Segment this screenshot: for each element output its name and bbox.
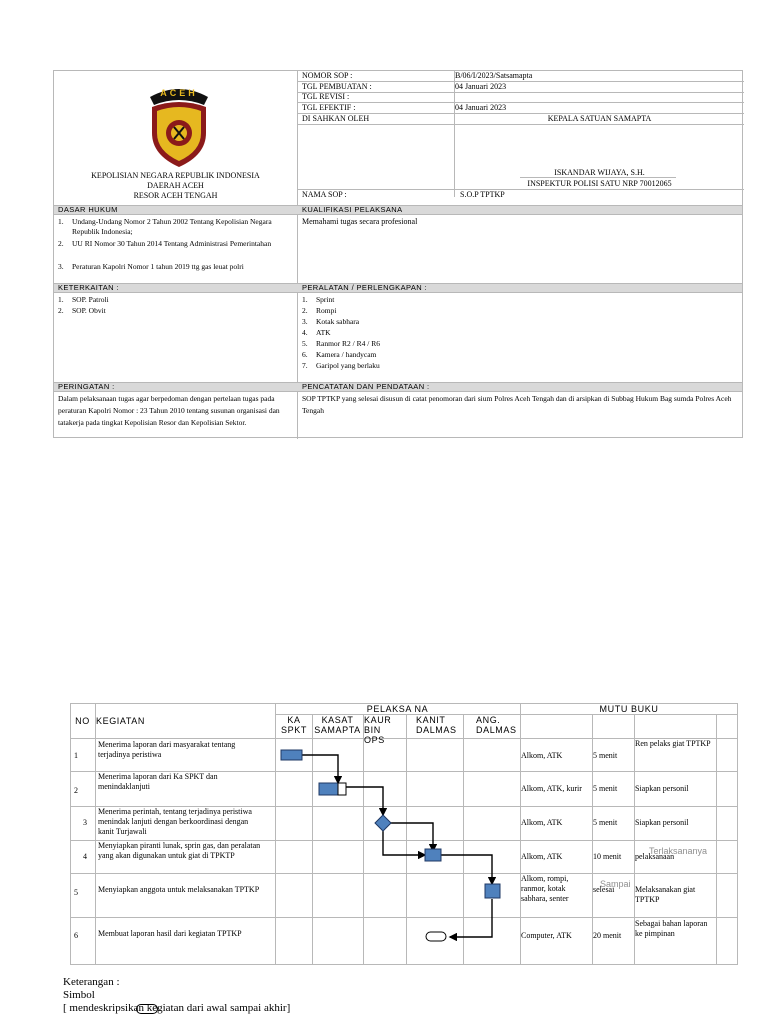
flow-start-box [281,750,302,760]
org-name-line-1: KEPOLISIAN NEGARA REPUBLIK INDONESIA [91,171,260,180]
row-kelengkapan: Alkom, ATK [521,751,563,760]
legend-terminator-symbol [136,1004,158,1014]
row-waktu: 5 menit [593,751,618,760]
overlay-note: Sampai [600,879,631,889]
row-output: Siapkan personil [635,784,689,793]
row-kegiatan: Menerima perintah, tentang terjadinya peristiwa menindak lanjuti dengan berkoordinasi dengan kanit Turjawali [98,807,252,836]
row-kegiatan: Membuat laporan hasil dari kegiatan TPTKP [98,929,242,938]
row-number: 4 [83,852,87,861]
row-number: 3 [83,818,87,827]
row-waktu: 5 menit [593,818,618,827]
row-number: 6 [74,931,78,940]
kualifikasi-text: Memahami tugas secara profesional [302,217,418,226]
row-kelengkapan: Alkom, ATK [521,852,563,861]
org-name-line-3: RESOR ACEH TENGAH [133,191,218,200]
actor-kaur-bin-ops: KAUR BIN OPS [364,715,392,745]
flow-decision-diamond [375,815,391,831]
col-no-header: NO [75,716,90,726]
logo-lettering: ACEH [160,88,198,98]
signer-name: ISKANDAR WIJAYA, S.H. [554,168,645,177]
org-name-line-2: DAERAH ACEH [147,181,204,190]
flow-doc-box [338,783,346,795]
actor-ang-dalmas: ANG. DALMAS [476,715,517,735]
field-disahkan-label: DI SAHKAN OLEH [302,114,370,123]
row-output: Melaksanakan giat TPTKP [635,885,696,904]
col-kegiatan-header: KEGIATAN [96,716,145,726]
row-waktu: 5 menit [593,784,618,793]
field-disahkan-value: KEPALA SATUAN SAMAPTA [547,114,652,123]
sop-name-label: NAMA SOP : [302,190,347,199]
row-output: pelaksanaan [635,852,675,861]
row-number: 1 [74,751,78,760]
police-shield-logo [144,81,214,171]
row-number: 5 [74,888,78,897]
legend-notes [63,976,290,1015]
field-efektif-label: TGL EFEKTIF : [302,103,356,112]
flowchart-table [70,703,738,965]
signer-rank: INSPEKTUR POLISI SATU NRP 70012065 [527,179,672,188]
field-pembuatan-label: TGL PEMBUATAN : [302,82,372,91]
row-kelengkapan: Alkom, ATK, kurir [521,784,582,793]
sop-name-value: S.O.P TPTKP [460,190,505,199]
kualifikasi-title: KUALIFIKASI PELAKSANA [302,205,403,214]
peringatan-text: Dalam pelaksanaan tugas agar berpedoman dengan pertelaan tugas pada peraturan Kapolri Nomor : 23 Tahun 2010 tentang susunan organisasi dan tatakerja pada tingkat Kepolisian Resor dan Kepolisian Sektor. [58,394,280,427]
row-kelengkapan: Computer, ATK [521,931,572,940]
row-kegiatan: Menyiapkan anggota untuk melaksanakan TPTKP [98,885,260,894]
flow-process-box [425,849,441,861]
row-waktu: 20 menit [593,931,622,940]
actor-kasat-samapta: KASAT SAMAPTA [314,715,361,735]
sop-header-table: ACEH KEPOLISIAN NEGARA REPUBLIK INDONESIA DAERAH ACEH RESOR ACEH TENGAH NOMOR SOP : B/06/I/2023/Satsamapta TGL PEMBUATAN : 04 Januari 2023 TGL REVISI : TGL EFEKTIF : 04 Januari 2023 DI SAHKAN OLEH KEPALA SATUAN SAMAPTA ISKANDAR WIJAYA, S.H. INSPEKTUR POLISI SATU NRP 70012065 NAMA SOP : S.O.P TPTKP DASAR HUKUM KUALIFIKASI PELAKSANA 1. Undang-Undang Nomor 2 Tahun 2002 Tentang Kepolisian Negara Republik Indonesia; 2. UU RI Nomor 30 Tahun 2014 Tentang Administrasi Pemerintahan 3. Peraturan Kapolri Nomor 1 tahun 2019 ttg gas leuat polri Memahami tugas secara profesional KETERKAITAN : PERALATAN / PERLENGKAPAN : 1. SOP. Patroli 2. SOP. Obvit 1. Sprint 2. Rompi 3. Kotak sabhara 4. ATK 5. Ranmor R2 / R4 / R6 6. Kamera / handycam 7. Garipol yang berlaku PERINGATAN : PENCATATAN DAN PENDATAAN : Dalam pelaksanaan tugas agar berpedoman dengan pertelaan tugas pada peraturan Kapolri Nomor : 23 Tahun 2010 tentang susunan organisasi dan tatakerja pada tingkat Kepolisian Resor dan Kepolisian Sektor. SOP TPTKP yang selesai disusun di catat penomoran dari sium Polres Aceh Tengah dan di arsipkan di Subbag Hukum Bag sumda Polres Aceh Tengah [53,70,743,438]
row-number: 2 [74,786,78,795]
row-waktu: 10 menit [593,852,622,861]
flow-end-terminator [426,932,446,941]
keterkaitan-title: KETERKAITAN : [58,283,119,292]
field-nomor-value: B/06/I/2023/Satsamapta [455,71,533,80]
pelaksana-header: PELAKSA NA [366,704,429,714]
legend-title: Keterangan : [63,976,120,988]
field-efektif-value: 04 Januari 2023 [455,103,507,112]
actor-kanit-dalmas: KANIT DALMAS [416,715,457,735]
peringatan-title: PERINGATAN : [58,382,115,391]
row-kelengkapan: Alkom, rompi, ranmor, kotak sabhara, senter [521,874,569,903]
overlay-note: Terlaksananya [649,846,708,856]
flow-process-box [485,884,500,898]
row-kelengkapan: Alkom, ATK [521,818,563,827]
row-output: Sebagai bahan laporan ke pimpinan [635,919,708,938]
field-pembuatan-value: 04 Januari 2023 [455,82,507,91]
row-kegiatan: Menerima laporan dari Ka SPKT dan menindaklanjuti [98,772,218,791]
row-kegiatan: Menyiapkan piranti lunak, sprin gas, dan peralatan yang akan digunakan untuk giat di TPKTP [98,841,261,860]
mutu-buku-header: MUTU BUKU [599,704,659,714]
legend-symbol-label: Simbol [63,989,95,1001]
row-output: Siapkan personil [635,818,689,827]
field-revisi-label: TGL REVISI : [302,92,350,101]
actor-ka-spkt: KA SPKT [281,715,307,735]
pencatatan-title: PENCATATAN DAN PENDATAAN : [302,382,430,391]
row-output: Ren pelaks giat TPTKP [635,739,711,748]
dasar-hukum-title: DASAR HUKUM [58,205,118,214]
row-waktu: selesai [593,885,615,894]
peralatan-title: PERALATAN / PERLENGKAPAN : [302,283,428,292]
row-kegiatan: Menerima laporan dari masyarakat tentang terjadinya peristiwa [98,740,236,759]
flow-process-box [319,783,338,795]
flow-diagram [70,703,738,965]
pencatatan-text: SOP TPTKP yang selesai disusun di catat penomoran dari sium Polres Aceh Tengah dan di arsipkan di Subbag Hukum Bag sumda Polres Aceh Tengah [302,394,732,415]
legend-description: [ mendeskripsikan kegiatan dari awal sampai akhir] [63,1002,291,1014]
field-nomor-label: NOMOR SOP : [302,71,353,80]
